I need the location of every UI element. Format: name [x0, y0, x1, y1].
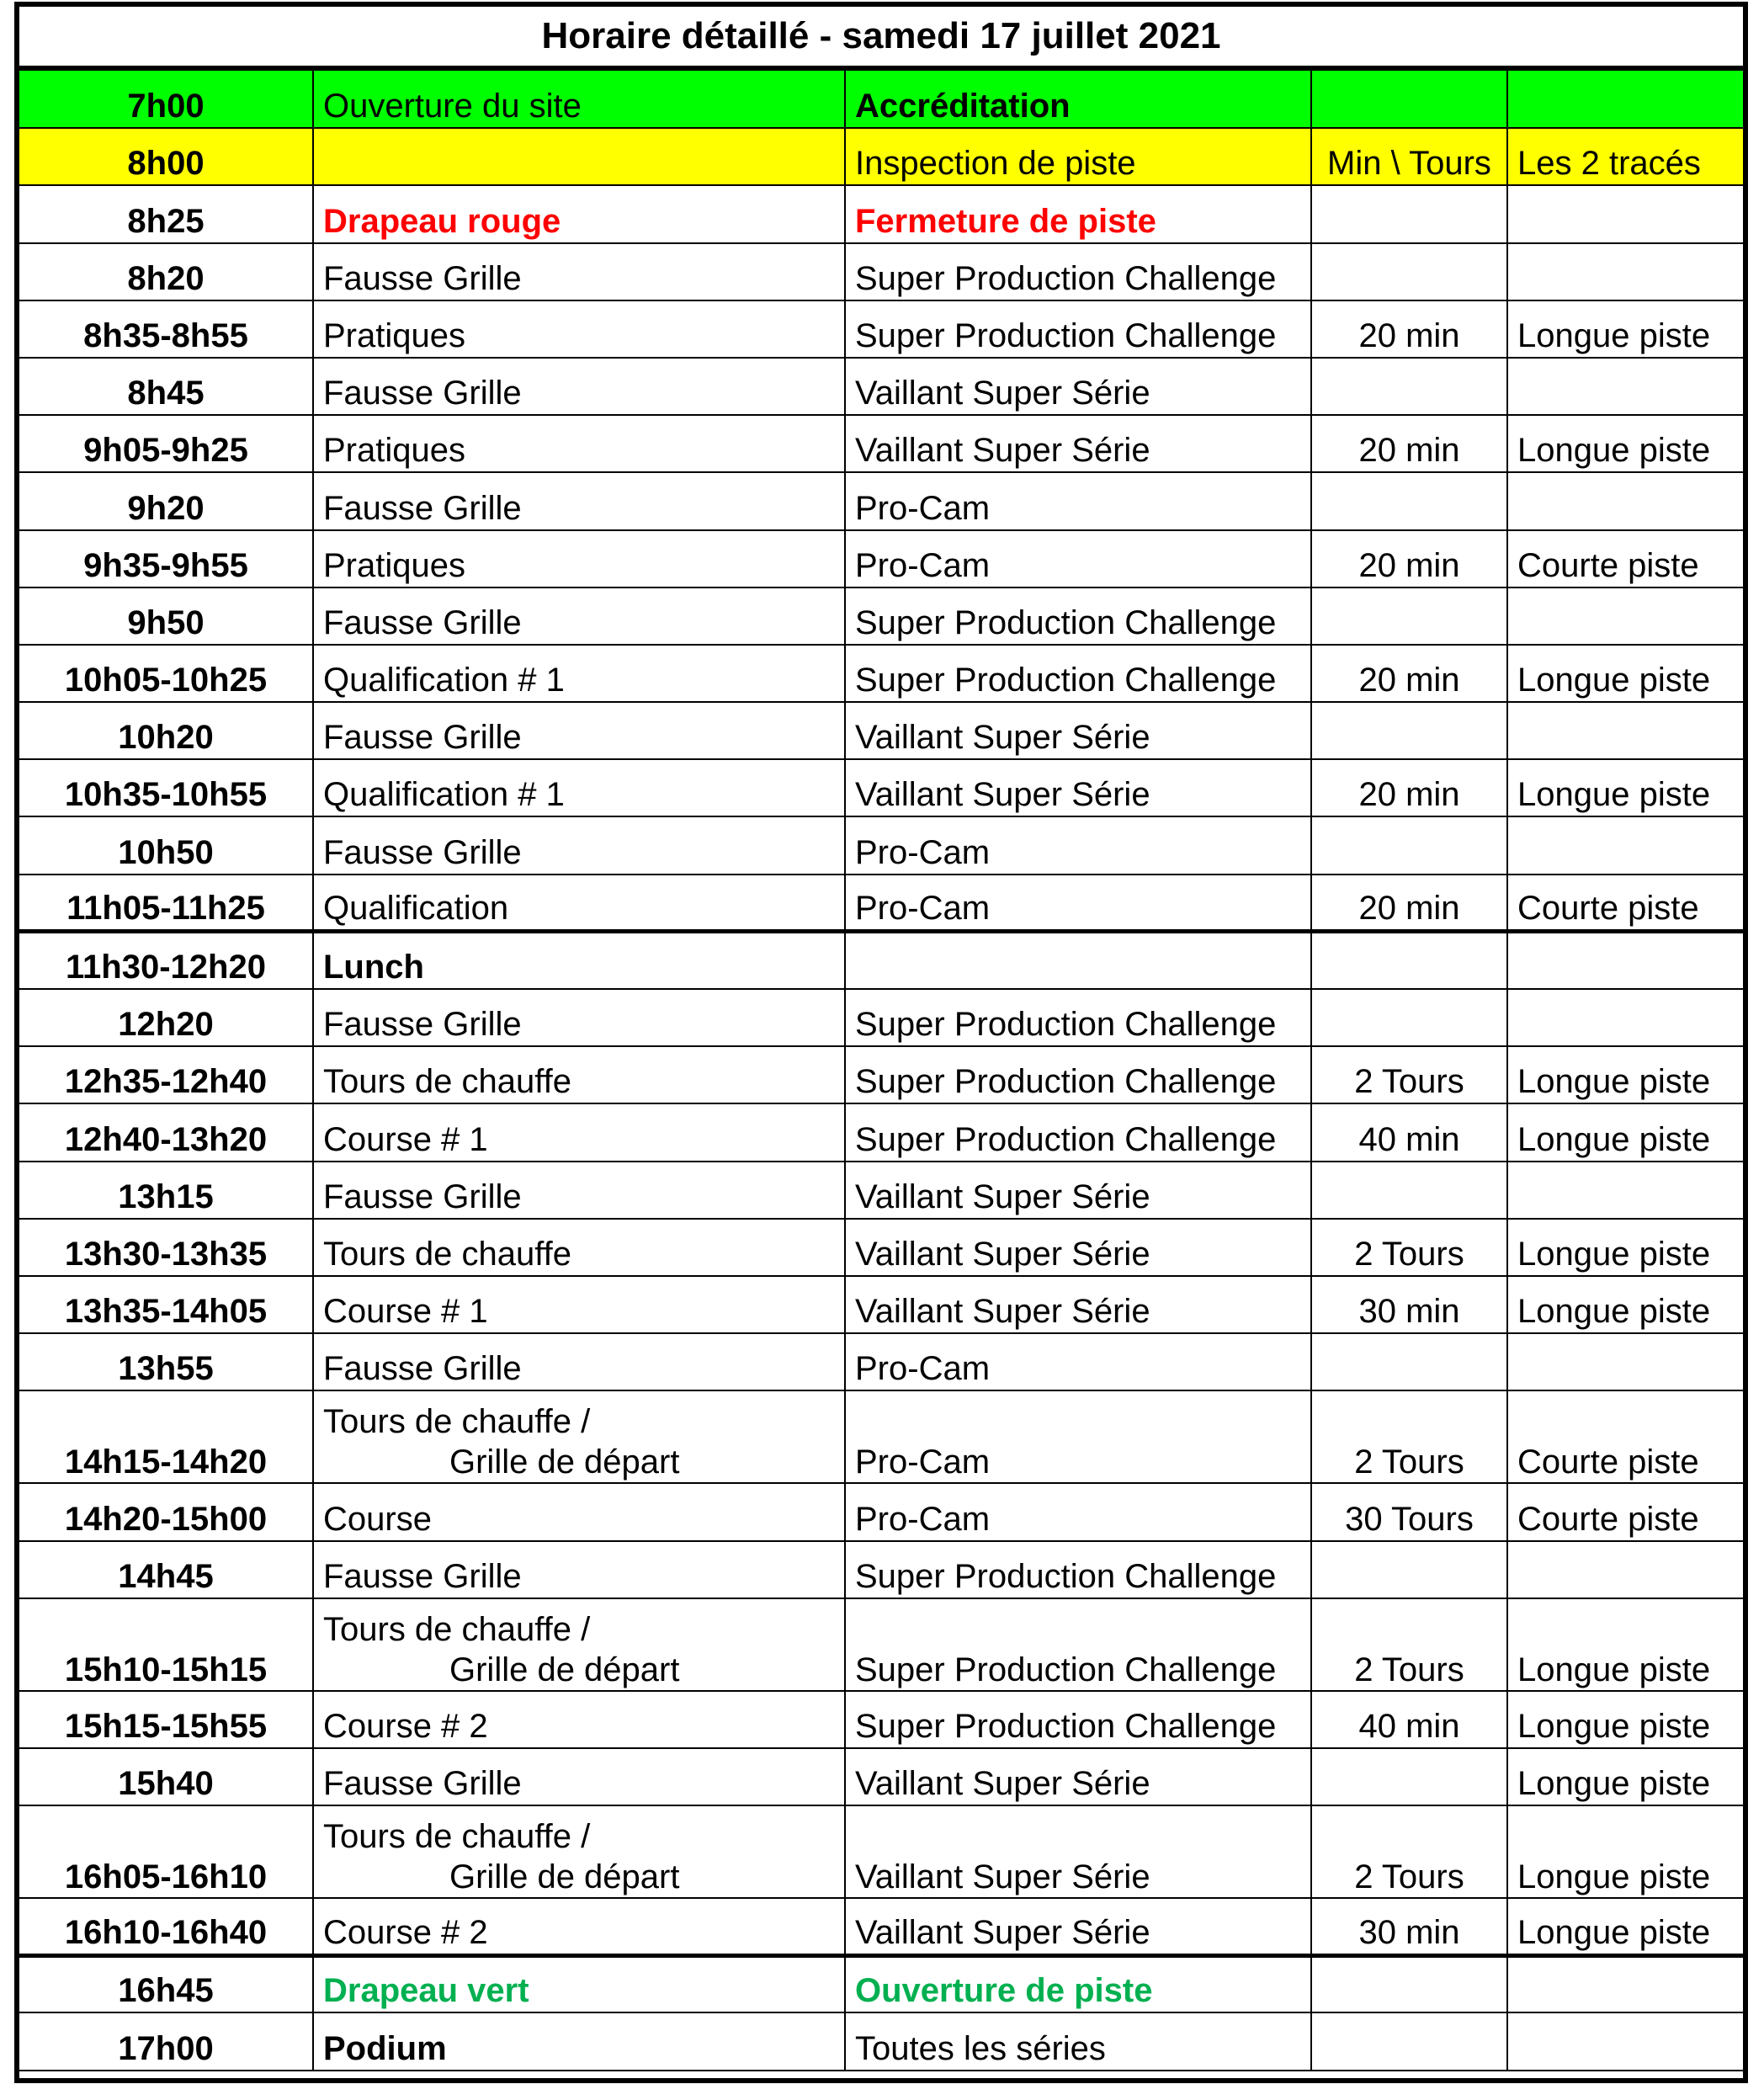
activity-cell: Fausse Grille	[313, 1333, 845, 1390]
table-row	[19, 1898, 1743, 1955]
time-cell: 11h05-11h25	[19, 875, 313, 932]
activity-cell: Qualification # 1	[313, 645, 845, 702]
activity-cell: Tours de chauffe	[313, 1219, 845, 1276]
activity-cell: Podium	[313, 2012, 845, 2070]
series-cell: Accréditation	[845, 71, 1311, 128]
series-cell: Vaillant Super Série	[845, 358, 1311, 415]
duration-cell: 40 min	[1311, 1103, 1507, 1161]
activity-cell: Lunch	[313, 932, 845, 989]
duration-cell	[1311, 358, 1507, 415]
series-cell: Super Production Challenge	[845, 1691, 1311, 1748]
track-cell: Courte piste	[1507, 530, 1743, 587]
duration-cell	[1311, 2012, 1507, 2070]
duration-cell	[1311, 71, 1507, 128]
series-cell: Pro-Cam	[845, 1483, 1311, 1540]
duration-cell	[1311, 932, 1507, 989]
activity-cell: Tours de chauffe	[313, 1046, 845, 1103]
track-cell	[1507, 185, 1743, 242]
series-cell: Super Production Challenge	[845, 1541, 1311, 1598]
time-cell: 14h45	[19, 1541, 313, 1598]
series-cell: Vaillant Super Série	[845, 415, 1311, 472]
series-cell: Pro-Cam	[845, 472, 1311, 529]
time-cell: 15h40	[19, 1748, 313, 1805]
activity-cell: Ouverture du site	[313, 71, 845, 128]
track-cell: Longue piste	[1507, 415, 1743, 472]
activity-cell	[313, 128, 845, 185]
duration-cell	[1311, 587, 1507, 645]
time-cell: 12h20	[19, 989, 313, 1046]
track-cell	[1507, 243, 1743, 300]
duration-cell: 20 min	[1311, 415, 1507, 472]
track-cell: Longue piste	[1507, 759, 1743, 816]
track-cell: Longue piste	[1507, 1748, 1743, 1805]
table-row	[19, 300, 1743, 358]
activity-cell: Qualification	[313, 875, 845, 932]
activity-cell: Fausse Grille	[313, 472, 845, 529]
series-cell: Super Production Challenge	[845, 1598, 1311, 1691]
duration-cell: 20 min	[1311, 300, 1507, 358]
activity-cell: Course # 2	[313, 1691, 845, 1748]
series-cell: Super Production Challenge	[845, 300, 1311, 358]
time-cell: 10h50	[19, 816, 313, 874]
track-cell: Longue piste	[1507, 1691, 1743, 1748]
table-row	[19, 530, 1743, 587]
table-row	[19, 243, 1743, 300]
activity-cell: Fausse Grille	[313, 358, 845, 415]
activity-line-1: Tours de chauffe /	[323, 1818, 591, 1856]
activity-line-2: Grille de départ	[449, 1651, 680, 1688]
activity-cell: Pratiques	[313, 415, 845, 472]
time-cell: 16h45	[19, 1955, 313, 2012]
series-cell: Pro-Cam	[845, 875, 1311, 932]
series-cell: Vaillant Super Série	[845, 702, 1311, 759]
time-cell: 8h20	[19, 243, 313, 300]
activity-cell: Course	[313, 1483, 845, 1540]
track-cell: Courte piste	[1507, 1483, 1743, 1540]
activity-line-1: Tours de chauffe /	[323, 1403, 591, 1441]
duration-cell	[1311, 1541, 1507, 1598]
time-cell: 14h20-15h00	[19, 1483, 313, 1540]
table-row	[19, 2012, 1743, 2070]
track-cell	[1507, 989, 1743, 1046]
schedule-title: Horaire détaillé - samedi 17 juillet 2021	[19, 7, 1743, 71]
table-row	[19, 1805, 1743, 1898]
table-row	[19, 875, 1743, 932]
duration-cell: 2 Tours	[1311, 1046, 1507, 1103]
track-cell: Courte piste	[1507, 875, 1743, 932]
series-cell: Super Production Challenge	[845, 1046, 1311, 1103]
duration-cell	[1311, 1748, 1507, 1805]
series-cell: Super Production Challenge	[845, 243, 1311, 300]
series-cell: Super Production Challenge	[845, 587, 1311, 645]
time-cell: 10h35-10h55	[19, 759, 313, 816]
series-cell: Inspection de piste	[845, 128, 1311, 185]
table-row	[19, 71, 1743, 128]
table-row	[19, 932, 1743, 989]
time-cell: 15h15-15h55	[19, 1691, 313, 1748]
table-row	[19, 1955, 1743, 2012]
time-cell: 9h05-9h25	[19, 415, 313, 472]
activity-cell	[313, 1390, 845, 1483]
series-cell: Super Production Challenge	[845, 1103, 1311, 1161]
time-cell: 8h25	[19, 185, 313, 242]
activity-line-2: Grille de départ	[449, 1443, 680, 1481]
duration-cell	[1311, 185, 1507, 242]
duration-cell	[1311, 1333, 1507, 1390]
track-cell: Longue piste	[1507, 645, 1743, 702]
table-row	[19, 1276, 1743, 1333]
table-row	[19, 472, 1743, 529]
activity-cell: Pratiques	[313, 300, 845, 358]
time-cell: 17h00	[19, 2012, 313, 2070]
duration-cell: 2 Tours	[1311, 1390, 1507, 1483]
activity-cell: Fausse Grille	[313, 587, 845, 645]
activity-cell: Course # 1	[313, 1276, 845, 1333]
activity-cell: Fausse Grille	[313, 243, 845, 300]
duration-cell: 20 min	[1311, 530, 1507, 587]
time-cell: 16h10-16h40	[19, 1898, 313, 1955]
table-row	[19, 645, 1743, 702]
time-cell: 7h00	[19, 71, 313, 128]
series-cell: Vaillant Super Série	[845, 1748, 1311, 1805]
table-row	[19, 816, 1743, 874]
activity-cell: Qualification # 1	[313, 759, 845, 816]
track-cell	[1507, 587, 1743, 645]
table-row	[19, 128, 1743, 185]
duration-cell: 30 Tours	[1311, 1483, 1507, 1540]
table-row	[19, 358, 1743, 415]
activity-cell: Drapeau vert	[313, 1955, 845, 2012]
activity-cell: Fausse Grille	[313, 1162, 845, 1219]
duration-cell	[1311, 243, 1507, 300]
track-cell	[1507, 358, 1743, 415]
duration-cell: 30 min	[1311, 1276, 1507, 1333]
track-cell	[1507, 1541, 1743, 1598]
series-cell: Super Production Challenge	[845, 645, 1311, 702]
track-cell: Longue piste	[1507, 300, 1743, 358]
activity-cell: Pratiques	[313, 530, 845, 587]
series-cell: Super Production Challenge	[845, 989, 1311, 1046]
time-cell: 14h15-14h20	[19, 1390, 313, 1483]
track-cell: Longue piste	[1507, 1898, 1743, 1955]
activity-cell: Fausse Grille	[313, 1541, 845, 1598]
series-cell: Vaillant Super Série	[845, 1898, 1311, 1955]
table-row	[19, 185, 1743, 242]
duration-cell	[1311, 702, 1507, 759]
track-cell: Les 2 tracés	[1507, 128, 1743, 185]
track-cell	[1507, 71, 1743, 128]
table-row	[19, 1046, 1743, 1103]
track-cell	[1507, 702, 1743, 759]
duration-cell	[1311, 1955, 1507, 2012]
time-cell: 10h05-10h25	[19, 645, 313, 702]
track-cell: Longue piste	[1507, 1276, 1743, 1333]
time-cell: 15h10-15h15	[19, 1598, 313, 1691]
series-cell: Toutes les séries	[845, 2012, 1311, 2070]
duration-cell	[1311, 989, 1507, 1046]
series-cell: Pro-Cam	[845, 530, 1311, 587]
track-cell: Longue piste	[1507, 1219, 1743, 1276]
time-cell: 12h35-12h40	[19, 1046, 313, 1103]
time-cell: 9h35-9h55	[19, 530, 313, 587]
series-cell	[845, 932, 1311, 989]
duration-cell	[1311, 1162, 1507, 1219]
duration-cell	[1311, 816, 1507, 874]
activity-cell: Course # 1	[313, 1103, 845, 1161]
duration-cell: 20 min	[1311, 645, 1507, 702]
table-row	[19, 1691, 1743, 1748]
activity-line-1: Tours de chauffe /	[323, 1610, 591, 1648]
track-cell: Longue piste	[1507, 1805, 1743, 1898]
track-cell: Longue piste	[1507, 1046, 1743, 1103]
track-cell	[1507, 932, 1743, 989]
activity-cell: Fausse Grille	[313, 816, 845, 874]
schedule-table	[19, 71, 1743, 2071]
duration-cell: 2 Tours	[1311, 1219, 1507, 1276]
table-row	[19, 1748, 1743, 1805]
time-cell: 13h35-14h05	[19, 1276, 313, 1333]
duration-cell: Min \ Tours	[1311, 128, 1507, 185]
table-row	[19, 1103, 1743, 1161]
track-cell	[1507, 2012, 1743, 2070]
time-cell: 11h30-12h20	[19, 932, 313, 989]
series-cell: Pro-Cam	[845, 1333, 1311, 1390]
activity-line-2: Grille de départ	[449, 1858, 680, 1896]
series-cell: Vaillant Super Série	[845, 1219, 1311, 1276]
activity-cell	[313, 1805, 845, 1898]
duration-cell: 30 min	[1311, 1898, 1507, 1955]
time-cell: 13h15	[19, 1162, 313, 1219]
activity-cell: Drapeau rouge	[313, 185, 845, 242]
track-cell	[1507, 472, 1743, 529]
activity-cell: Fausse Grille	[313, 1748, 845, 1805]
time-cell: 8h00	[19, 128, 313, 185]
duration-cell: 2 Tours	[1311, 1598, 1507, 1691]
track-cell: Longue piste	[1507, 1598, 1743, 1691]
time-cell: 8h35-8h55	[19, 300, 313, 358]
time-cell: 16h05-16h10	[19, 1805, 313, 1898]
series-cell: Pro-Cam	[845, 816, 1311, 874]
time-cell: 10h20	[19, 702, 313, 759]
activity-cell	[313, 1598, 845, 1691]
table-row	[19, 1541, 1743, 1598]
time-cell: 8h45	[19, 358, 313, 415]
table-row	[19, 1333, 1743, 1390]
track-cell: Longue piste	[1507, 1103, 1743, 1161]
time-cell: 9h50	[19, 587, 313, 645]
table-row	[19, 1598, 1743, 1691]
track-cell	[1507, 1955, 1743, 2012]
table-row	[19, 415, 1743, 472]
track-cell: Courte piste	[1507, 1390, 1743, 1483]
time-cell: 13h30-13h35	[19, 1219, 313, 1276]
track-cell	[1507, 816, 1743, 874]
series-cell: Pro-Cam	[845, 1390, 1311, 1483]
series-cell: Ouverture de piste	[845, 1955, 1311, 2012]
time-cell: 12h40-13h20	[19, 1103, 313, 1161]
series-cell: Fermeture de piste	[845, 185, 1311, 242]
series-cell: Vaillant Super Série	[845, 1276, 1311, 1333]
track-cell	[1507, 1162, 1743, 1219]
schedule-sheet	[14, 2, 1748, 2083]
series-cell: Vaillant Super Série	[845, 759, 1311, 816]
duration-cell	[1311, 472, 1507, 529]
table-row	[19, 1483, 1743, 1540]
duration-cell: 40 min	[1311, 1691, 1507, 1748]
table-row	[19, 702, 1743, 759]
activity-cell: Course # 2	[313, 1898, 845, 1955]
table-row	[19, 759, 1743, 816]
activity-cell: Fausse Grille	[313, 989, 845, 1046]
time-cell: 9h20	[19, 472, 313, 529]
activity-cell: Fausse Grille	[313, 702, 845, 759]
series-cell: Vaillant Super Série	[845, 1162, 1311, 1219]
time-cell: 13h55	[19, 1333, 313, 1390]
track-cell	[1507, 1333, 1743, 1390]
table-row	[19, 1162, 1743, 1219]
table-row	[19, 989, 1743, 1046]
table-row	[19, 587, 1743, 645]
table-row	[19, 1219, 1743, 1276]
schedule-rows	[19, 71, 1743, 2071]
table-row	[19, 1390, 1743, 1483]
duration-cell: 20 min	[1311, 759, 1507, 816]
duration-cell: 20 min	[1311, 875, 1507, 932]
duration-cell: 2 Tours	[1311, 1805, 1507, 1898]
series-cell: Vaillant Super Série	[845, 1805, 1311, 1898]
